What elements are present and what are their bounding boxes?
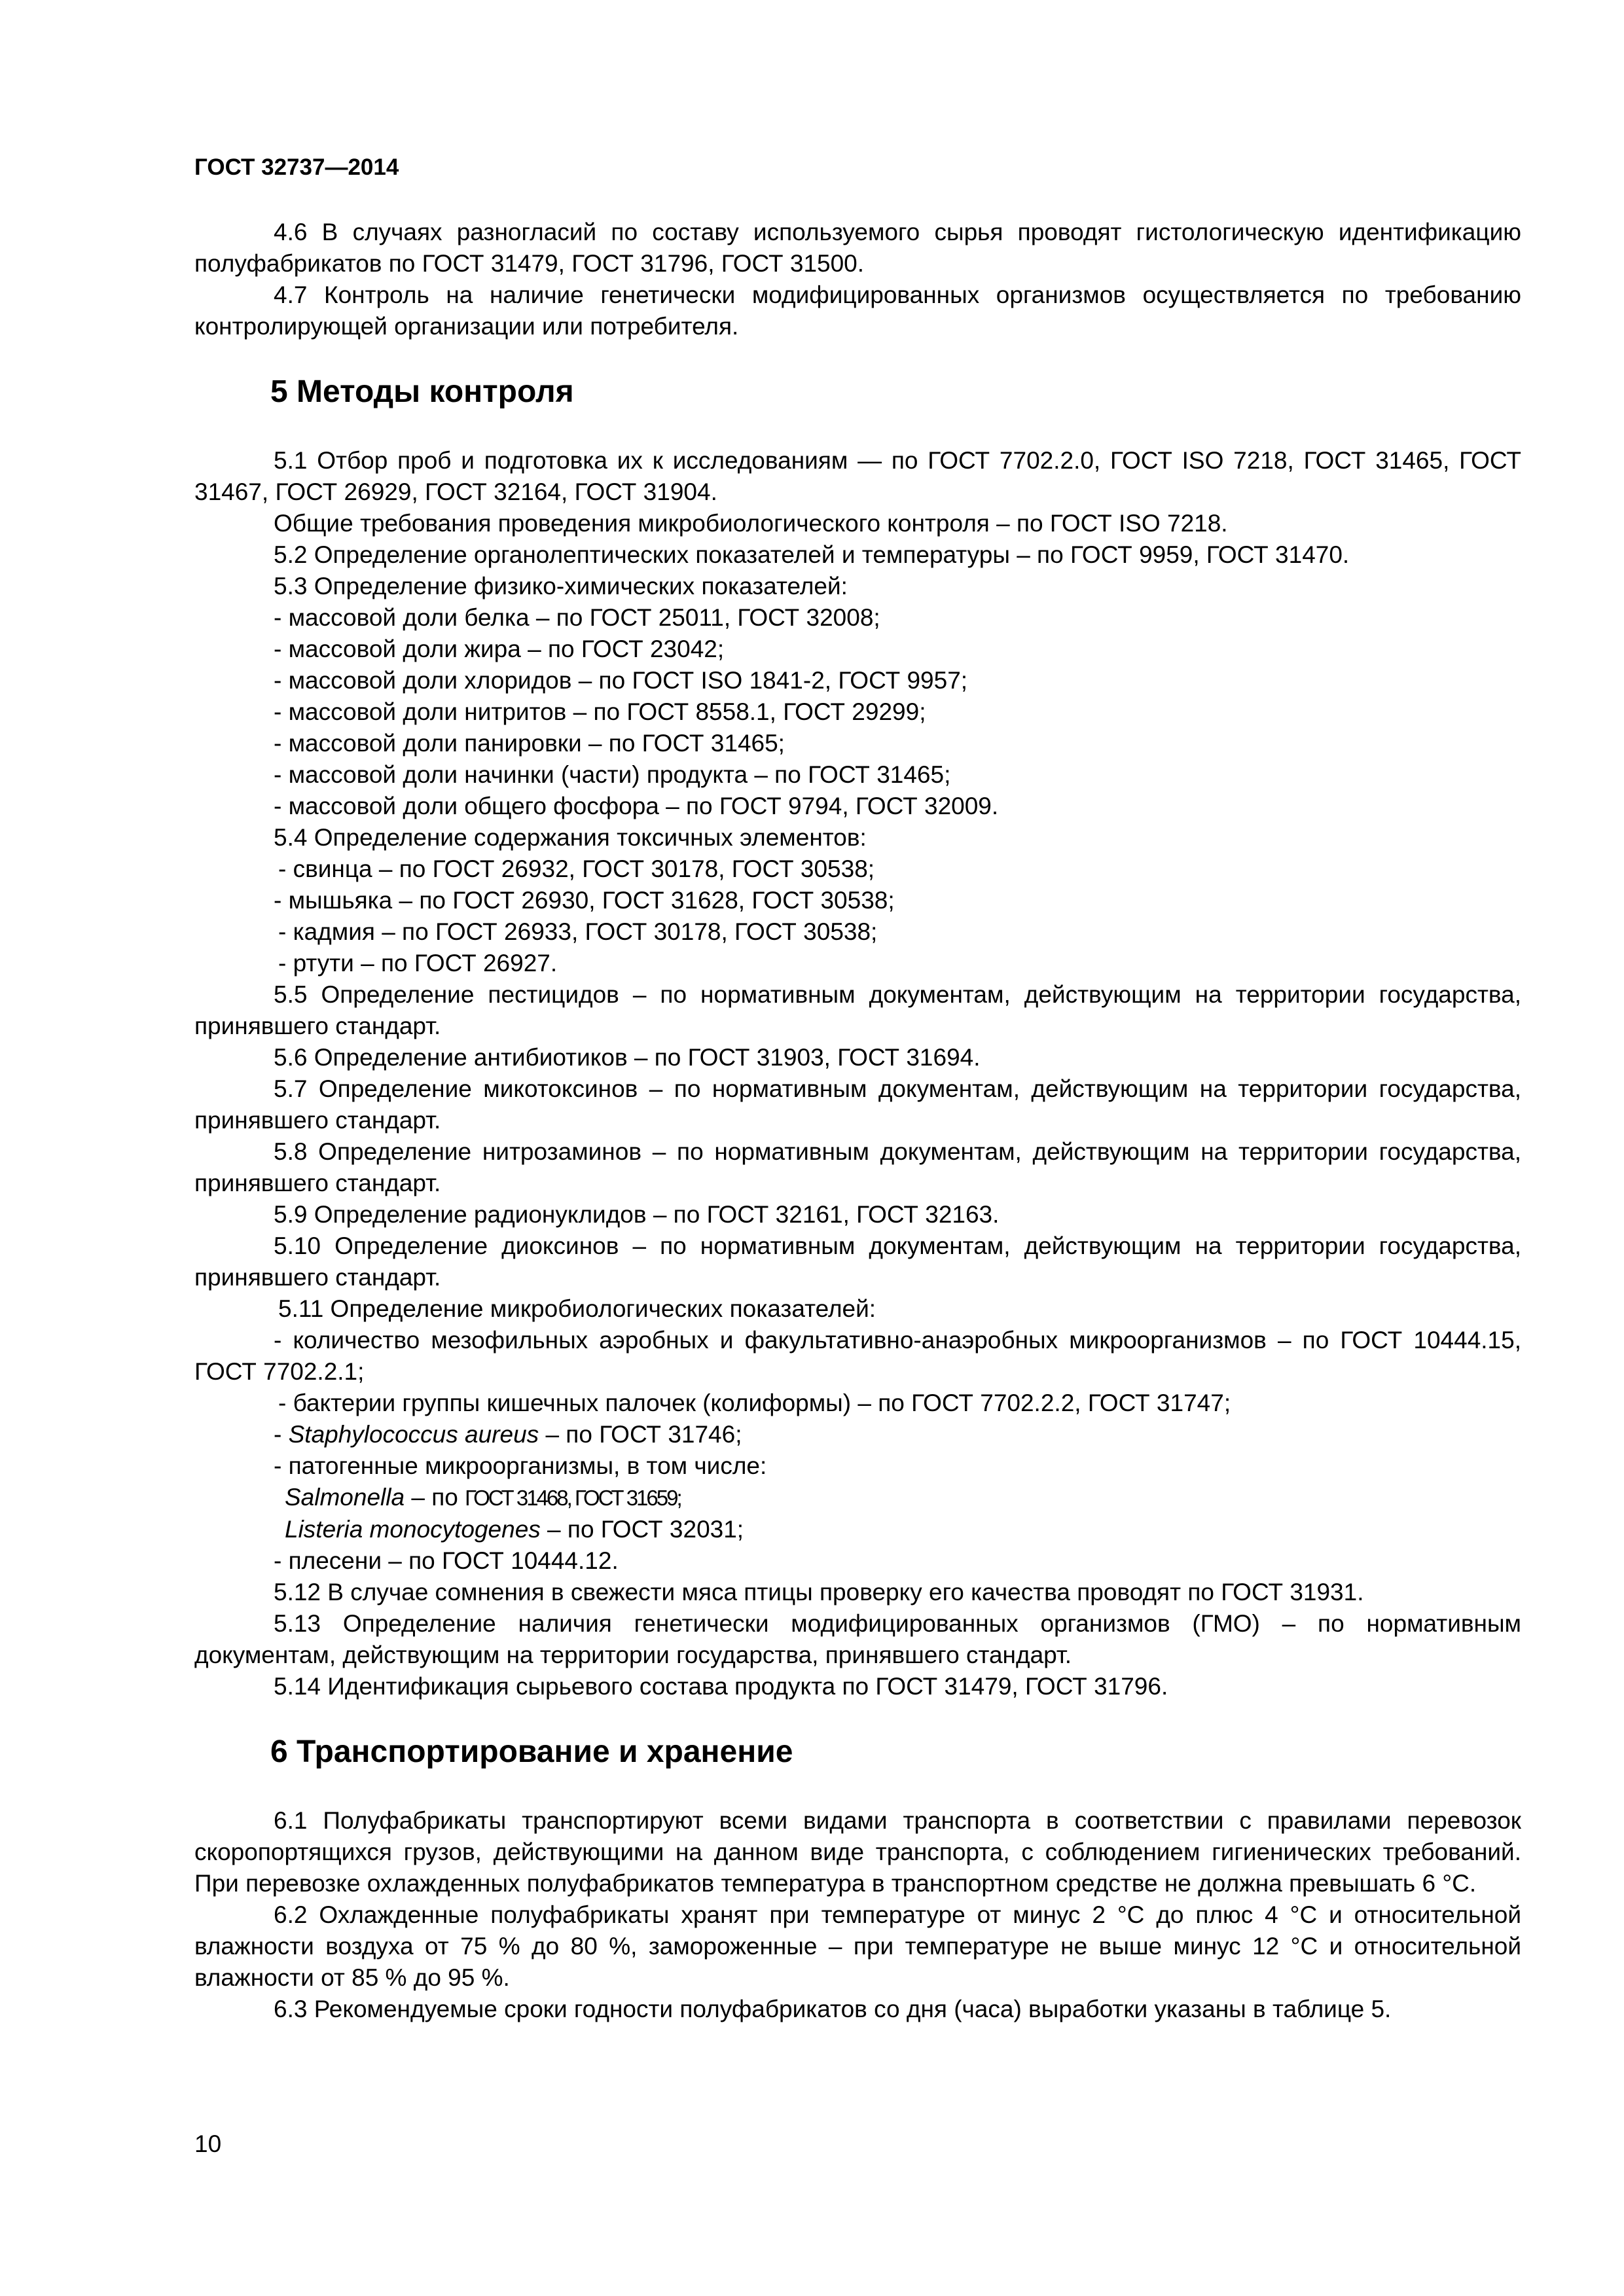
reference-text: – по ГОСТ 32031;: [540, 1516, 744, 1543]
list-item-5-4: - свинца – по ГОСТ 26932, ГОСТ 30178, ГОСТ 30538;: [278, 855, 875, 882]
page-number: 10: [194, 2130, 222, 2157]
list-item-5-11: - патогенные микроорганизмы, в том числе:: [274, 1452, 767, 1479]
list-item-5-3: - массовой доли жира – по ГОСТ 23042;: [274, 636, 725, 662]
paragraph-4-6: 4.6 В случаях разногласий по составу используемого сырья проводят гистологическую идентификацию полуфабрикатов по ГОСТ 31479, ГОСТ 31796, ГОСТ 31500.: [194, 219, 1521, 277]
list-item-5-3: - массовой доли панировки – по ГОСТ 31465;: [274, 730, 785, 757]
list-item-5-11: - количество мезофильных аэробных и факультативно-анаэробных микроорганизмов – по ГОСТ 10444.15, ГОСТ 7702.2.1;: [194, 1327, 1521, 1385]
list-item-5-4: - кадмия – по ГОСТ 26933, ГОСТ 30178, ГОСТ 30538;: [278, 918, 878, 945]
paragraph-5-3: 5.3 Определение физико-химических показателей:: [274, 573, 848, 600]
paragraph-5-5: 5.5 Определение пестицидов – по нормативным документам, действующим на территории государства, принявшего стандарт.: [194, 981, 1521, 1039]
paragraph-6-3: 6.3 Рекомендуемые сроки годности полуфабрикатов со дня (часа) выработки указаны в таблице 5.: [274, 1996, 1392, 2022]
organism-name: Staphylococcus aureus: [288, 1421, 539, 1448]
list-item-5-3: - массовой доли общего фосфора – по ГОСТ 9794, ГОСТ 32009.: [274, 793, 999, 819]
organism-name: Listeria monocytogenes: [285, 1516, 541, 1543]
paragraph-5-7: 5.7 Определение микотоксинов – по нормативным документам, действующим на территории государства, принявшего стандарт.: [194, 1075, 1521, 1134]
list-item-5-11: [194, 1514, 1521, 1545]
paragraph-5-1-general: Общие требования проведения микробиологического контроля – по ГОСТ ISO 7218.: [274, 510, 1228, 537]
paragraph-5-14: 5.14 Идентификация сырьевого состава продукта по ГОСТ 31479, ГОСТ 31796.: [274, 1673, 1168, 1700]
paragraph-5-11: 5.11 Определение микробиологических показателей:: [278, 1295, 876, 1322]
list-item-5-3: - массовой доли нитритов – по ГОСТ 8558.1, ГОСТ 29299;: [274, 698, 926, 725]
list-dash: -: [274, 1421, 289, 1448]
list-item-5-11: [194, 1482, 1521, 1514]
reference-text: – по: [405, 1484, 465, 1511]
list-item-5-3: - массовой доли начинки (части) продукта – по ГОСТ 31465;: [274, 761, 951, 788]
paragraph-5-6: 5.6 Определение антибиотиков – по ГОСТ 31903, ГОСТ 31694.: [274, 1044, 981, 1071]
paragraph-6-2: 6.2 Охлажденные полуфабрикаты хранят при температуре от минус 2 °С до плюс 4 °С и относительной влажности воздуха от 75 % до 80 %, замороженные – при температуре не выше минус 12 °С и относительной влажности от 85 % до 95 %.: [194, 1901, 1521, 1991]
paragraph-6-1: 6.1 Полуфабрикаты транспортируют всеми видами транспорта в соответствии с правилами перевозок скоропортящихся грузов, действующими на данном виде транспорта, с соблюдением гигиенических требований. При перевозке охлажденных полуфабрикатов температура в транспортном средстве не должна превышать 6 °С.: [194, 1807, 1521, 1897]
paragraph-5-12: 5.12 В случае сомнения в свежести мяса птицы проверку его качества проводят по ГОСТ 31931.: [274, 1579, 1364, 1605]
list-item-5-3: - массовой доли белка – по ГОСТ 25011, ГОСТ 32008;: [274, 604, 880, 631]
paragraph-5-13: 5.13 Определение наличия генетически модифицированных организмов (ГМО) – по нормативным документам, действующим на территории государства, принявшего стандарт.: [194, 1610, 1521, 1668]
section-6-heading: 6 Транспортирование и хранение: [270, 1734, 793, 1769]
list-item-5-11: - плесени – по ГОСТ 10444.12.: [274, 1547, 619, 1574]
paragraph-5-10: 5.10 Определение диоксинов – по нормативным документам, действующим на территории государства, принявшего стандарт.: [194, 1232, 1521, 1291]
section-5-heading: 5 Методы контроля: [270, 374, 574, 409]
paragraph-5-9: 5.9 Определение радионуклидов – по ГОСТ 32161, ГОСТ 32163.: [274, 1201, 1000, 1228]
paragraph-5-1: 5.1 Отбор проб и подготовка их к исследованиям — по ГОСТ 7702.2.0, ГОСТ ISO 7218, ГОСТ 31465, ГОСТ 31467, ГОСТ 26929, ГОСТ 32164, ГОСТ 31904.: [194, 447, 1521, 505]
list-item-5-11: [194, 1419, 1521, 1450]
list-item-5-4: - мышьяка – по ГОСТ 26930, ГОСТ 31628, ГОСТ 30538;: [274, 887, 895, 914]
reference-text: – по ГОСТ 31746;: [539, 1421, 742, 1448]
organism-name: Salmonella: [285, 1484, 405, 1511]
paragraph-5-2: 5.2 Определение органолептических показателей и температуры – по ГОСТ 9959, ГОСТ 31470.: [274, 541, 1350, 568]
list-item-5-11: - бактерии группы кишечных палочек (колиформы) – по ГОСТ 7702.2.2, ГОСТ 31747;: [278, 1390, 1231, 1416]
page-content: [194, 217, 1521, 2025]
paragraph-5-4: 5.4 Определение содержания токсичных элементов:: [274, 824, 867, 851]
paragraph-5-8: 5.8 Определение нитрозаминов – по нормативным документам, действующим на территории государства, принявшего стандарт.: [194, 1138, 1521, 1196]
reference-text: ГОСТ 31468, ГОСТ 31659;: [465, 1486, 681, 1510]
document-header: ГОСТ 32737—2014: [194, 154, 399, 180]
paragraph-4-7: 4.7 Контроль на наличие генетически модифицированных организмов осуществляется по требованию контролирующей организации или потребителя.: [194, 281, 1521, 340]
list-item-5-3: - массовой доли хлоридов – по ГОСТ ISO 1841-2, ГОСТ 9957;: [274, 667, 968, 694]
list-item-5-4: - ртути – по ГОСТ 26927.: [278, 950, 558, 977]
